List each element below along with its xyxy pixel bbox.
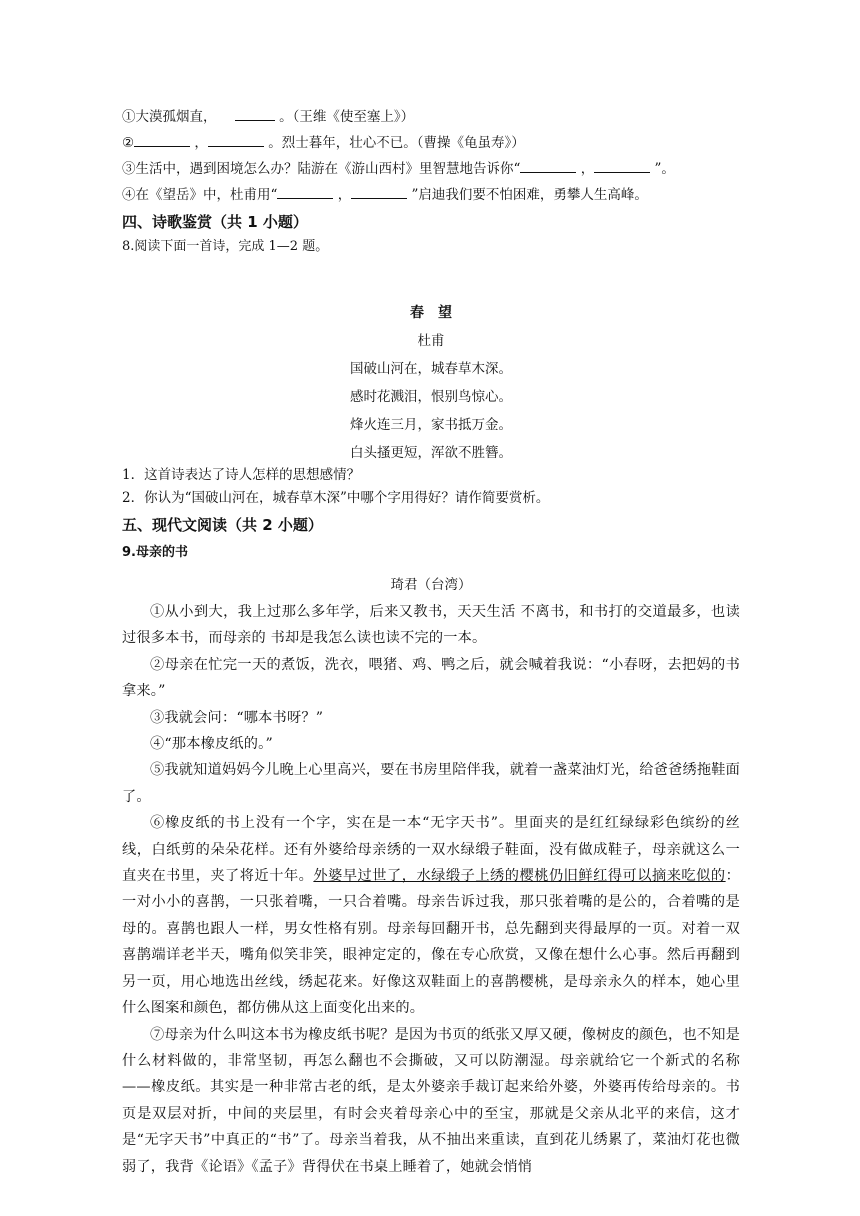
answer-blank[interactable] <box>594 158 650 173</box>
article-author: 琦君（台湾） <box>390 577 472 593</box>
page-content <box>122 106 740 1180</box>
answer-blank[interactable] <box>277 184 333 199</box>
fill-line-2-after: 。烈士暮年，壮心不已。（曹操《龟虽寿》） <box>268 135 525 151</box>
article-title: 9.母亲的书 <box>122 545 188 560</box>
fill-line-4-text: ④在《望岳》中，杜甫用“ <box>122 187 278 203</box>
section-intro: 8.阅读下面一首诗，完成 1—2 题。 <box>122 239 329 254</box>
paragraph-text: ：一对小小的喜鹊，一只张着嘴，一只合着嘴。母亲告诉过我，那只张着嘴的是公的，合着嘴的是母的。喜鹊也跟人一样，男女性格有别。母亲每回翻开书，总先翻到夹得最厚的一页。对着一双喜鹊端详老半天，嘴角似笑非笑，眼神定定的，像在专心欣赏，又像在想什么心事。然后再翻到另一页，用心地选出丝线，绣起花来。好像这双鞋面上的喜鹊樱桃，是母亲永久的样本，她心里什么图案和颜色，都仿佛从这上面变化出来的。 <box>122 868 740 1017</box>
fill-line-4-sep: ， <box>337 187 352 203</box>
fill-line-3-after: ”。 <box>654 161 675 177</box>
paragraph: ②母亲在忙完一天的煮饭，洗衣，喂猪、鸡、鸭之后，就会喊着我说：“小春呀，去把妈的书拿来。” <box>122 656 740 700</box>
fill-line-2 <box>122 132 740 155</box>
poem-title: 春望 <box>410 305 466 321</box>
question-1: 1．这首诗表达了诗人怎样的思想感情？ <box>122 467 361 483</box>
fill-line-2-sep: ， <box>194 135 208 151</box>
answer-blank[interactable] <box>208 132 264 147</box>
poem-line: 烽火连三月，家书抵万金。 <box>350 417 512 433</box>
fill-line-3 <box>122 158 740 181</box>
paragraph: ③我就会问：“哪本书呀？” <box>150 709 324 726</box>
poem <box>122 302 740 464</box>
paragraph: ⑤我就知道妈妈今儿晚上心里高兴，要在书房里陪伴我，就着一盏菜油灯光，给爸爸绣拖鞋面了。 <box>122 762 740 805</box>
question-2: 2．你认为“国破山河在，城春草木深”中哪个字用得好？请作简要赏析。 <box>122 490 550 506</box>
answer-blank[interactable] <box>351 184 407 199</box>
fill-line-4 <box>122 184 740 207</box>
paragraph-text: ⑥橡皮纸的书上没有一个字，实在是一本“无字天书”。里面夹的是红红绿绿彩色缤纷的丝线，白纸剪的朵朵花样。还有外婆给母亲绣的一双水绿缎子鞋面，没有做成鞋子，母亲就这么一直夹在书里，夹了将近十年。 <box>122 815 740 885</box>
answer-blank[interactable] <box>235 106 275 121</box>
paragraph: ⑦母亲为什么叫这本书为橡皮纸书呢？是因为书页的纸张又厚又硬，像树皮的颜色，也不知是什么材料做的，非常坚韧，再怎么翻也不会撕破，又可以防潮湿。母亲就给它一个新式的名称——橡皮纸。其实是一种非常古老的纸，是太外婆亲手裁订起来给外婆，外婆再传给母亲的。书页是双层对折，中间的夹层里，有时会夹着母亲心中的至宝，那就是父亲从北平的来信，这才是“无字天书”中真正的“书”了。母亲当着我，从不抽出来重读，直到花儿绣累了，菜油灯花也微弱了，我背《论语》《孟子》背得伏在书桌上睡着了，她就会悄悄 <box>122 1026 740 1175</box>
section-heading-reading: 五、现代文阅读（共 2 小题） <box>122 516 323 534</box>
poem-author: 杜甫 <box>417 333 445 349</box>
answer-blank[interactable] <box>134 132 190 147</box>
underlined-sentence: 外婆早过世了，水绿缎子上绣的樱桃仍旧鲜红得可以摘来吃似的 <box>313 868 726 885</box>
fill-line-1-text: ①大漠孤烟直， <box>122 109 217 125</box>
fill-line-4-after: ”启迪我们要不怕困难，勇攀人生高峰。 <box>411 187 648 203</box>
answer-blank[interactable] <box>520 158 576 173</box>
poem-line: 国破山河在，城春草木深。 <box>350 361 512 377</box>
poem-line: 感时花溅泪，恨别鸟惊心。 <box>350 389 512 405</box>
paragraph: ①从小到大，我上过那么多年学，后来又教书，天天生活 不离书，和书打的交道最多，也读过很多本书，而母亲的 书却是我怎么读也读不完的一本。 <box>122 604 740 647</box>
poem-line: 白头搔更短，浑欲不胜簪。 <box>350 445 512 461</box>
paragraph <box>122 810 740 1021</box>
section-heading-poetry: 四、诗歌鉴赏（共 1 小题） <box>122 213 308 231</box>
fill-line-3-sep: ， <box>580 161 595 177</box>
fill-line-3-text: ③生活中，遇到困境怎么办？陆游在《游山西村》里智慧地告诉你“ <box>122 161 521 177</box>
paragraph: ④“那本橡皮纸的。” <box>150 736 273 753</box>
fill-line-1 <box>122 106 740 129</box>
fill-line-1-after: 。（王维《使至塞上》） <box>279 109 415 125</box>
fill-line-2-text: ② <box>122 135 135 151</box>
